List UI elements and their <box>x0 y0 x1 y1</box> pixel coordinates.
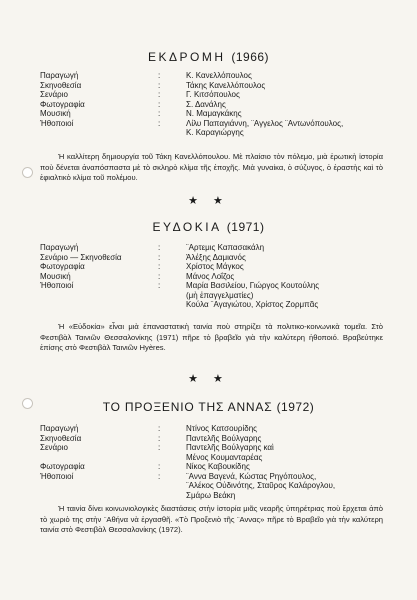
film-description: Ή «Εὐδοκία» εἶναι μιὰ ἐπαναστατικὴ ταινία ποὺ στηρίζει τὰ πολιτικο-κοινωνικὰ τομεῖα. Στὸ Φεστιβὰλ Ταινιῶν Θεσσαλονίκης (1971) πῆρε τὸ βραβεῖο γιὰ τὴν καλύτερη ἠθοποιό. Βραβεύτηκε ἐπίσης στὸ Φεστιβὰλ Ταινιῶν Hyères. <box>40 322 383 353</box>
credit-row-continuation <box>40 300 400 310</box>
credit-name: (μὴ ἐπαγγελματίες) <box>186 290 254 300</box>
credit-row <box>40 90 400 100</box>
credit-row-continuation <box>40 491 400 501</box>
film-title <box>0 400 417 414</box>
colon: : <box>158 252 161 262</box>
credit-role: Παραγωγή <box>40 71 79 80</box>
credit-row <box>40 443 400 453</box>
credit-row <box>40 472 400 482</box>
credit-name: Παντελῆς Βούλγαρης <box>186 433 262 443</box>
film-title-text: ΕΚΔΡΟΜΗ <box>147 50 226 64</box>
credit-role: Ήθοποιοί <box>40 281 74 290</box>
credit-role: Σκηνοθεσία <box>40 433 82 443</box>
colon: : <box>158 109 161 118</box>
credit-role: Σκηνοθεσία <box>40 80 82 90</box>
film-section-evdokia <box>0 220 417 234</box>
credit-row-continuation <box>40 291 400 301</box>
film-title <box>0 220 417 234</box>
credit-role: Παραγωγή <box>40 424 79 433</box>
credits-list <box>40 243 400 310</box>
credit-name: Σ. Δανάλης <box>186 99 226 109</box>
credit-name: Ν. Μαμαγκάκης <box>186 109 242 118</box>
colon: : <box>158 99 161 109</box>
credit-name: Κ. Κανελλόπουλος <box>186 71 252 80</box>
credit-role: Σενάριο <box>40 90 68 99</box>
credit-name: ¨Αλέκος Οὐδινότης, Σταῦρος Καλάρογλου, <box>186 481 336 490</box>
credit-row <box>40 462 400 472</box>
credit-name: ¨Αννα Βαγενά, Κώστας Ρηγόπουλος, <box>186 471 317 481</box>
credit-name: Ντίνος Κατσουρίδης <box>186 424 257 433</box>
credit-name: Νίκος Καβουκίδης <box>186 462 250 471</box>
credit-name: Παντελῆς Βούλγαρης καὶ <box>186 443 274 452</box>
credit-name: Μάνος Λοΐζος <box>186 271 235 281</box>
film-title-text: ΤΟ ΠΡΟΞΕΝΙΟ ΤΗΣ ΑΝΝΑΣ <box>102 400 273 414</box>
colon: : <box>158 90 161 99</box>
credit-role: Μουσική <box>40 271 71 281</box>
credit-name: Τάκης Κανελλόπουλος <box>186 80 266 90</box>
credit-row <box>40 100 400 110</box>
punch-hole <box>22 167 33 178</box>
credit-row <box>40 71 400 81</box>
film-year: (1972) <box>276 400 315 414</box>
credits-list <box>40 424 400 500</box>
film-description: Ή καλλίτερη δημιουργία τοῦ Τάκη Κανελλόπουλου. Μὲ πλαίσιο τὸν πόλεμο, μιὰ ἐρωτικὴ ἱστορία ποὺ δένεται ἀναπόσπαστα μὲ τὸ σκληρὸ κλίμα τῆς ἐποχῆς. Μιὰ γυναίκα, ὁ σύζυγος, ὁ ἐραστὴς καὶ τὸ ἐφιαλτικὸ κλίμα τοῦ πολέμου. <box>40 152 383 183</box>
credit-role: Φωτογραφία <box>40 462 85 471</box>
colon: : <box>158 243 161 252</box>
credit-role: Παραγωγή <box>40 243 79 252</box>
credit-name: Χρίστος Μάγκος <box>186 262 244 271</box>
credit-name: Άλέξης Δαμιανός <box>186 252 246 262</box>
colon: : <box>158 424 161 433</box>
credit-role: Σενάριο <box>40 443 68 452</box>
credit-role: Φωτογραφία <box>40 99 85 109</box>
credit-name: Λίλυ Παπαγιάννη, ¨Αγγελος ¨Αντωνόπουλος, <box>186 118 344 128</box>
credit-name: Κούλα ¨Αγαγιώτου, Χρίστος Ζορμπᾶς <box>186 300 319 309</box>
credit-row-continuation <box>40 128 400 138</box>
colon: : <box>158 471 161 481</box>
film-year: (1971) <box>226 220 265 234</box>
colon: : <box>158 281 161 290</box>
colon: : <box>158 433 161 443</box>
credit-name: Μαρία Βασιλείου, Γιώργος Κουτούλης <box>186 281 320 290</box>
credit-role: Φωτογραφία <box>40 262 85 271</box>
star-separator: ★ ★ <box>188 373 229 385</box>
credit-name: ¨Αρτεμις Καπασακάλη <box>186 243 265 252</box>
star-separator: ★ ★ <box>188 195 229 207</box>
film-section-ekdromi <box>0 50 417 64</box>
film-title-text: ΕΥΔΟΚΙΑ <box>152 220 221 234</box>
credit-row-continuation <box>40 453 400 463</box>
film-section-proxenio <box>0 400 417 414</box>
credit-role: Σενάριο — Σκηνοθεσία <box>40 252 122 262</box>
credit-row <box>40 424 400 434</box>
credit-row <box>40 119 400 129</box>
credit-row <box>40 109 400 119</box>
credit-name: Κ. Καραγιώργης <box>186 128 244 137</box>
colon: : <box>158 462 161 471</box>
credits-list <box>40 71 400 138</box>
colon: : <box>158 80 161 90</box>
credit-row <box>40 281 400 291</box>
credit-role: Μουσική <box>40 109 71 118</box>
credit-role: Ήθοποιοί <box>40 471 74 481</box>
credit-row <box>40 243 400 253</box>
credit-name: Σμάρω Βεάκη <box>186 490 236 500</box>
credit-name: Γ. Κιτσόπουλος <box>186 90 240 99</box>
film-description: Ή ταινία δίνει κοινωνιολογικὲς διαστάσεις στὴν ἱστορία μιᾶς νεαρῆς ὑπηρέτριας ποὺ ἔρχεται ἀπὸ τὸ χωριὸ της στὴν ¨Αθήνα νὰ ἐργασθῆ. «Τὸ Προξενιὸ τῆς ¨Αννας» πῆρε τὸ Βραβεῖο γιὰ τὴν καλύτερη ταινία στὸ Φεστιβὰλ Θεσσαλονίκης (1972). <box>40 504 383 535</box>
credit-row-continuation <box>40 481 400 491</box>
film-title <box>0 50 417 64</box>
credit-row <box>40 434 400 444</box>
colon: : <box>158 443 161 452</box>
credit-name: Μένος Κουμανταρέας <box>186 452 263 462</box>
credit-row <box>40 262 400 272</box>
film-year: (1966) <box>231 50 270 64</box>
colon: : <box>158 262 161 271</box>
credit-role: Ήθοποιοί <box>40 118 74 128</box>
credit-row <box>40 272 400 282</box>
colon: : <box>158 71 161 80</box>
credit-row <box>40 253 400 263</box>
colon: : <box>158 271 161 281</box>
credit-row <box>40 81 400 91</box>
colon: : <box>158 118 161 128</box>
